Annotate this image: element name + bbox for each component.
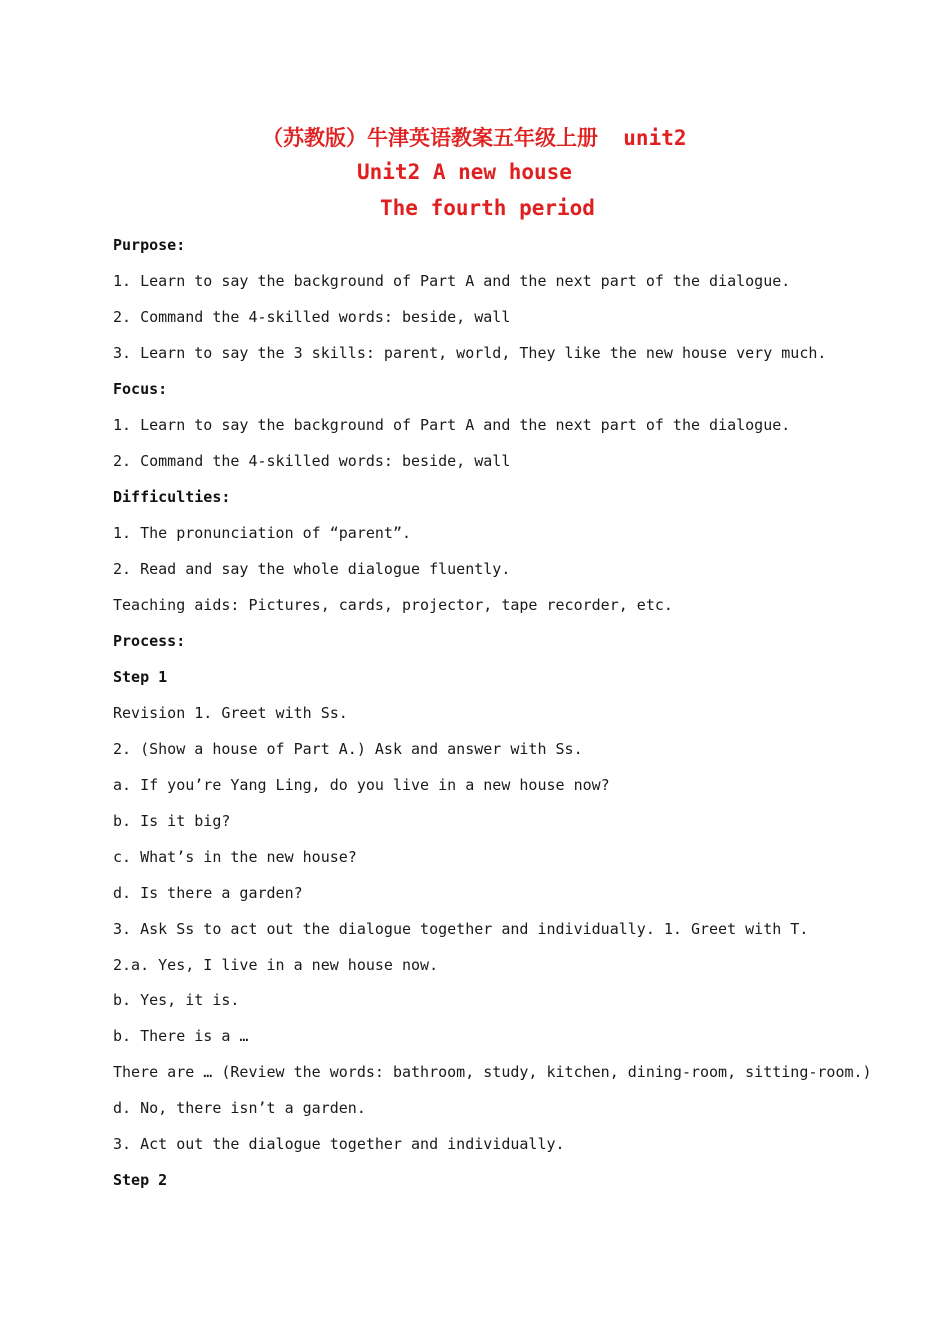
purpose-item-1: 1. Learn to say the background of Part A and the next part of the dialogue. (113, 272, 791, 290)
difficulty-item-1: 1. The pronunciation of “parent”. (113, 524, 412, 542)
process-line: b. There is a … (113, 1027, 249, 1045)
heading-step-1: Step 1 (113, 668, 168, 686)
period-title: The fourth period (380, 196, 595, 220)
process-line: 3. Act out the dialogue together and individually. (113, 1135, 565, 1153)
process-line: 2. (Show a house of Part A.) Ask and answer with Ss. (113, 740, 583, 758)
process-line: c. What’s in the new house? (113, 848, 357, 866)
process-line: d. Is there a garden? (113, 884, 303, 902)
heading-process: Process: (113, 632, 186, 650)
unit-title: Unit2 A new house (357, 160, 572, 184)
teaching-aids: Teaching aids: Pictures, cards, projector, tape recorder, etc. (113, 596, 673, 614)
heading-purpose: Purpose: (113, 236, 186, 254)
heading-difficulties: Difficulties: (113, 488, 231, 506)
process-line: b. Is it big? (113, 812, 231, 830)
process-line: 2.a. Yes, I live in a new house now. (113, 956, 439, 974)
process-line: a. If you’re Yang Ling, do you live in a new house now? (113, 776, 610, 794)
heading-focus: Focus: (113, 380, 168, 398)
process-line: b. Yes, it is. (113, 991, 240, 1009)
heading-step-2: Step 2 (113, 1171, 168, 1189)
purpose-item-2: 2. Command the 4-skilled words: beside, wall (113, 308, 511, 326)
focus-item-2: 2. Command the 4-skilled words: beside, wall (113, 452, 511, 470)
difficulty-item-2: 2. Read and say the whole dialogue fluently. (113, 560, 511, 578)
process-line: d. No, there isn’t a garden. (113, 1099, 366, 1117)
process-line: 3. Ask Ss to act out the dialogue together and individually. 1. Greet with T. (113, 920, 809, 938)
purpose-item-3: 3. Learn to say the 3 skills: parent, world, They like the new house very much. (113, 344, 827, 362)
process-line: Revision 1. Greet with Ss. (113, 704, 348, 722)
focus-item-1: 1. Learn to say the background of Part A and the next part of the dialogue. (113, 416, 791, 434)
process-line: There are … (Review the words: bathroom, study, kitchen, dining-room, sitting-room.) (113, 1063, 872, 1081)
document-main-title: （苏教版）牛津英语教案五年级上册 unit2 (262, 126, 687, 150)
